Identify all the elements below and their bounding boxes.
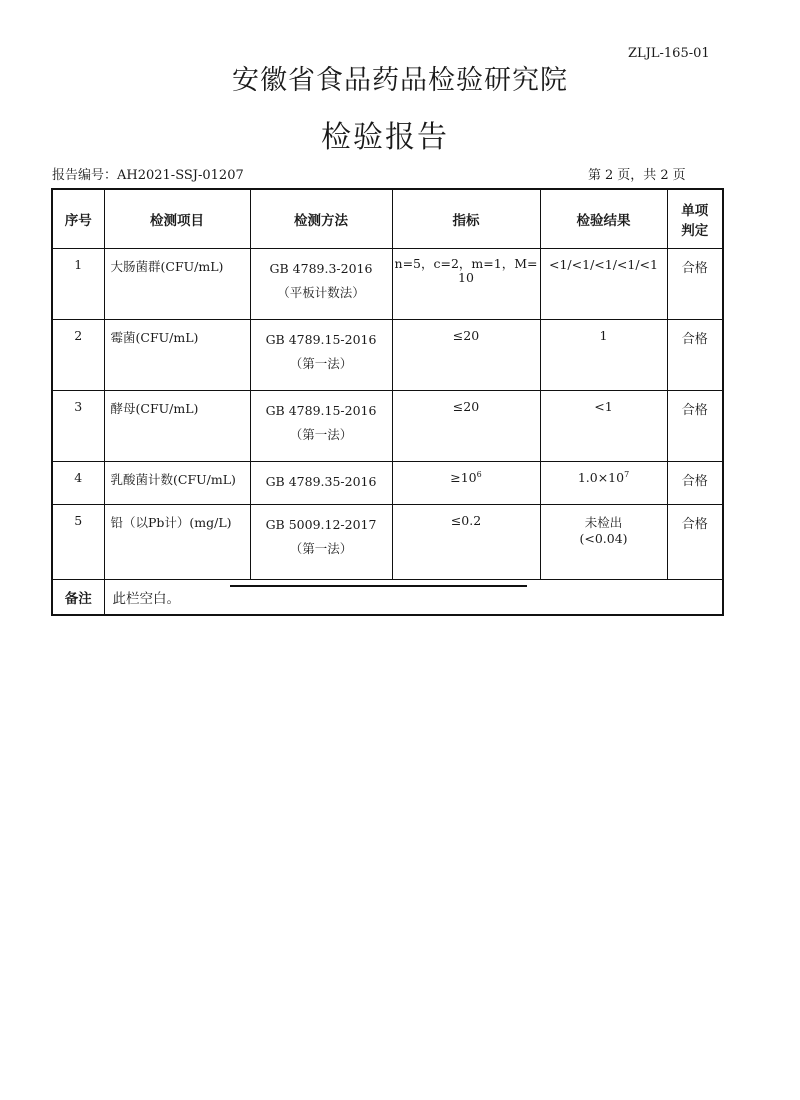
cell-method (250, 320, 392, 391)
table-header-row (52, 189, 723, 249)
header-judge (667, 189, 723, 249)
page-prefix: 第 (588, 168, 602, 183)
cell-item: 霉菌(CFU/mL) (104, 320, 250, 391)
cell-item: 乳酸菌计数(CFU/mL) (104, 462, 250, 505)
cell-method (250, 249, 392, 320)
cell-item: 酵母(CFU/mL) (104, 391, 250, 462)
end-divider (230, 585, 527, 587)
cell-result (540, 505, 667, 580)
method-standard: GB 4789.15-2016 (265, 403, 377, 418)
cell-method (250, 505, 392, 580)
report-title: 检验报告 (321, 120, 449, 155)
cell-method (250, 391, 392, 462)
result-sub: (<0.04) (579, 531, 628, 546)
cell-judge: 合格 (667, 462, 723, 505)
table-row (52, 320, 723, 391)
index-base: ≥10 (450, 470, 477, 486)
index-line1: n=5，c=2，m=1，M= (394, 256, 538, 271)
cell-judge: 合格 (667, 391, 723, 462)
page-info (586, 164, 688, 183)
results-table (51, 188, 724, 616)
remark-label: 备注 (52, 580, 104, 616)
table-row (52, 462, 723, 505)
cell-item: 大肠菌群(CFU/mL) (104, 249, 250, 320)
header-judge-line2: 判定 (681, 223, 709, 239)
cell-result: <1/<1/<1/<1/<1 (540, 249, 667, 320)
result-exponent: 7 (624, 470, 630, 479)
method-standard: GB 4789.35-2016 (265, 474, 377, 489)
method-standard: GB 4789.15-2016 (265, 332, 377, 347)
page-suffix: 页 (672, 168, 686, 183)
method-standard: GB 4789.3-2016 (269, 261, 373, 276)
cell-no: 2 (52, 320, 104, 391)
table-row (52, 391, 723, 462)
page-total: 2 (660, 168, 669, 183)
cell-no: 5 (52, 505, 104, 580)
method-sub: （平板计数法） (277, 285, 365, 300)
page-current: 2 (605, 168, 614, 183)
index-exponent: 6 (476, 470, 482, 479)
cell-index (392, 249, 540, 320)
cell-index (392, 462, 540, 505)
page-mid: 页，共 (617, 168, 657, 183)
table-row (52, 249, 723, 320)
document-code: ZLJL-165-01 (628, 46, 710, 61)
method-standard: GB 5009.12-2017 (265, 517, 377, 532)
cell-no: 4 (52, 462, 104, 505)
table-row (52, 505, 723, 580)
report-number: 报告编号：AH2021-SSJ-01207 (52, 168, 244, 183)
cell-judge: 合格 (667, 505, 723, 580)
header-judge-line1: 单项 (681, 203, 709, 219)
cell-index: ≤20 (392, 320, 540, 391)
cell-method (250, 462, 392, 505)
cell-no: 1 (52, 249, 104, 320)
method-sub: （第一法） (289, 427, 353, 442)
header-result: 检验结果 (540, 189, 667, 249)
cell-no: 3 (52, 391, 104, 462)
cell-judge: 合格 (667, 320, 723, 391)
header-method: 检测方法 (250, 189, 392, 249)
method-sub: （第一法） (289, 356, 353, 371)
cell-result: 1 (540, 320, 667, 391)
result-base: 1.0×10 (577, 470, 625, 486)
cell-judge: 合格 (667, 249, 723, 320)
header-index: 指标 (392, 189, 540, 249)
remark-text: 此栏空白。 (104, 580, 723, 616)
cell-index: ≤0.2 (392, 505, 540, 580)
header-item: 检测项目 (104, 189, 250, 249)
method-sub: （第一法） (289, 541, 353, 556)
header-no: 序号 (52, 189, 104, 249)
result-main: 未检出 (584, 515, 623, 530)
index-line2: 10 (458, 270, 474, 285)
cell-index: ≤20 (392, 391, 540, 462)
institute-name: 安徽省食品药品检验研究院 (232, 65, 568, 96)
cell-result: <1 (540, 391, 667, 462)
cell-result (540, 462, 667, 505)
cell-item: 铅（以Pb计）(mg/L) (104, 505, 250, 580)
